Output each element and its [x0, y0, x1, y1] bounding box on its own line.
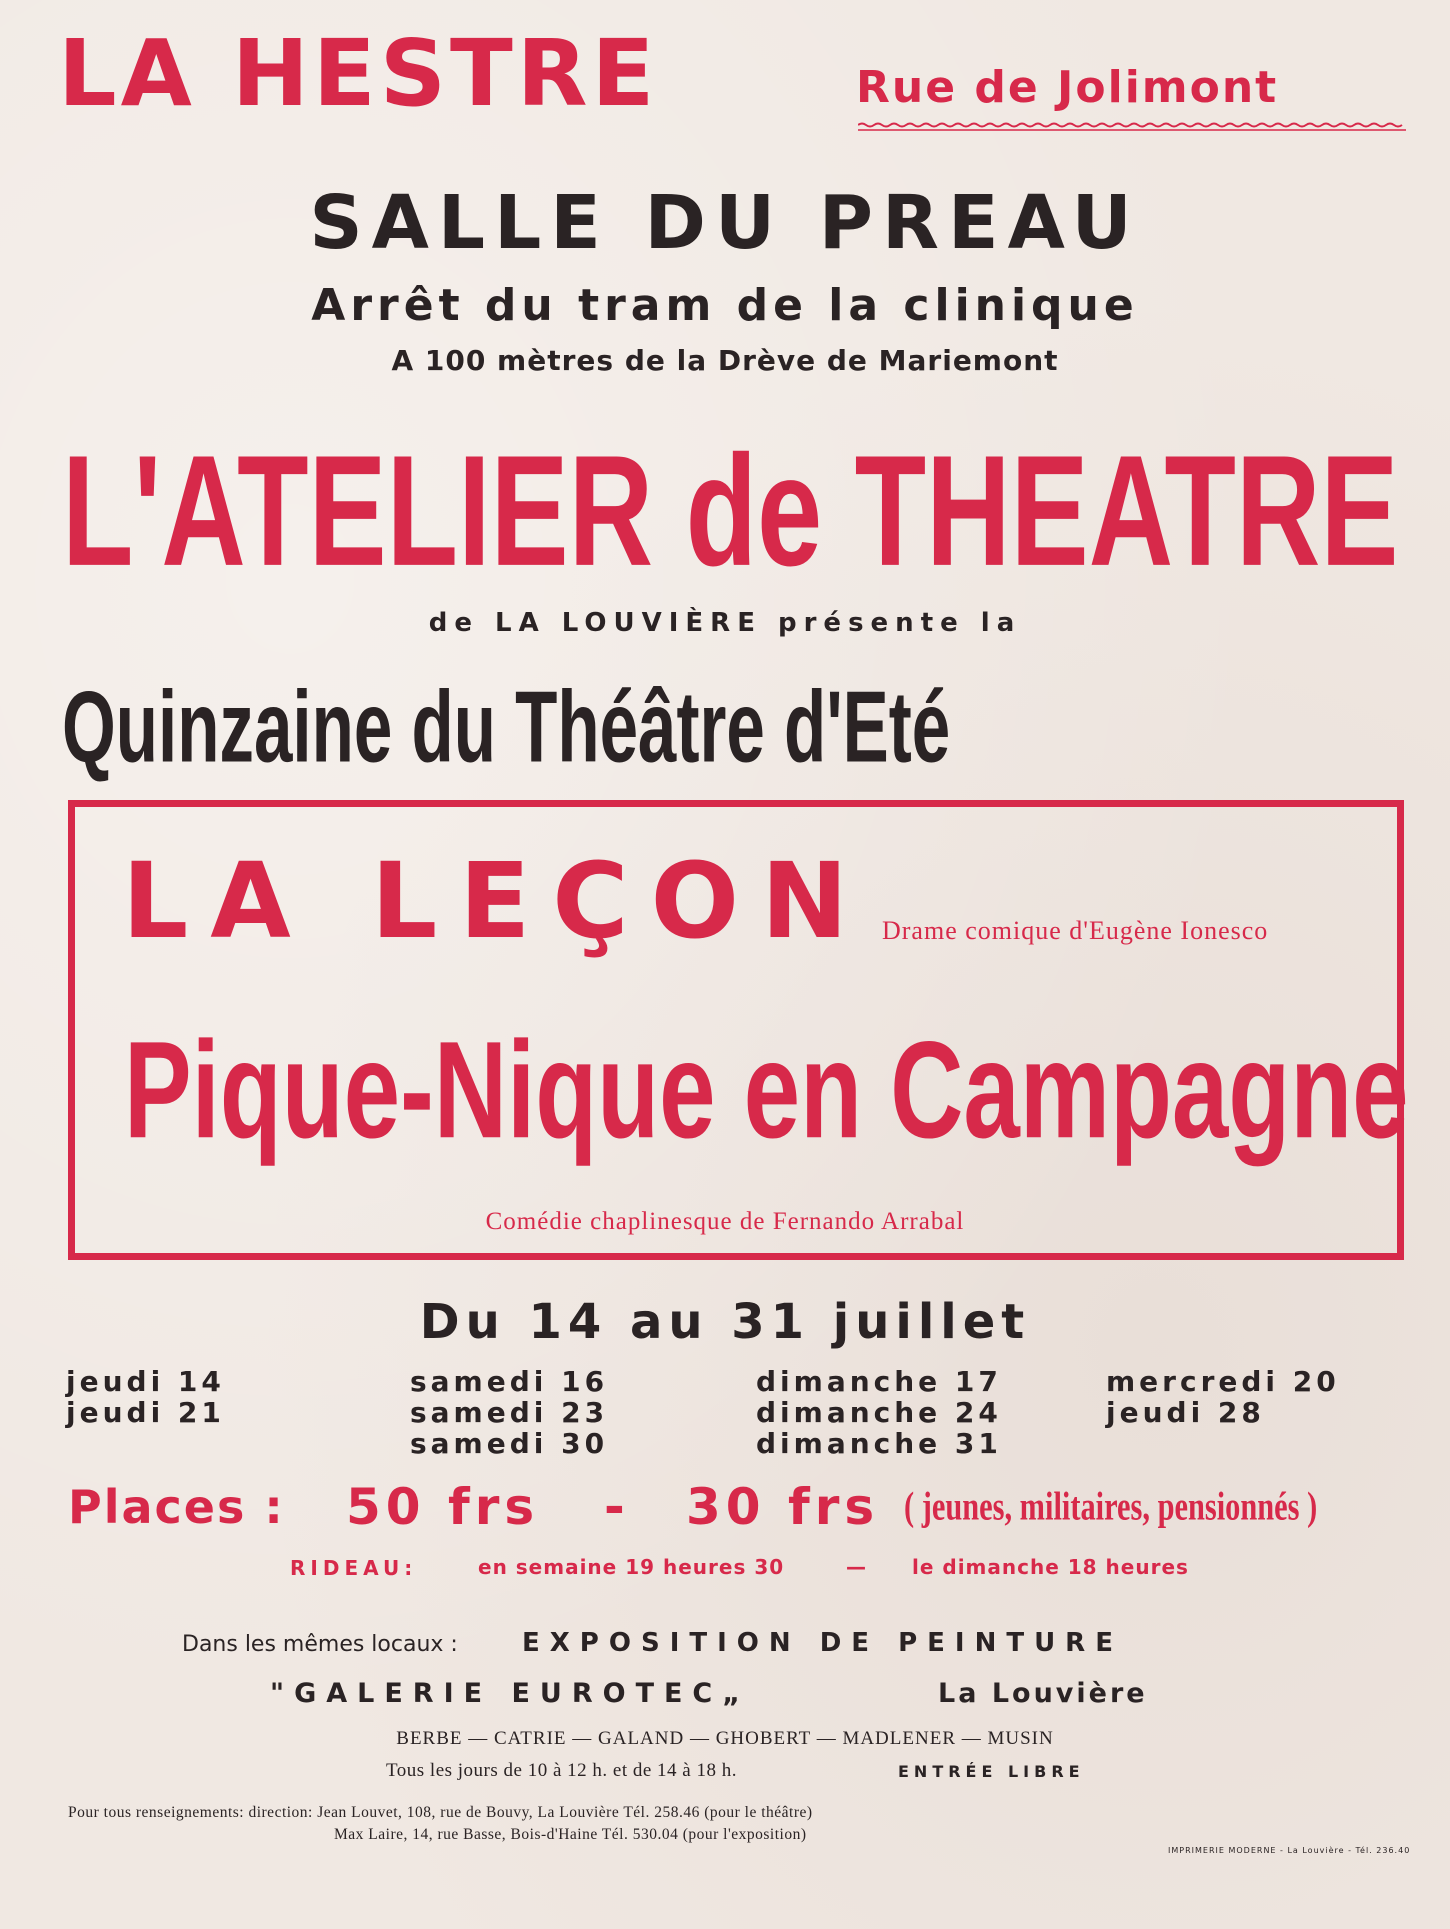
date-entry: mercredi 20	[1106, 1365, 1340, 1398]
date-entry: dimanche 31	[756, 1427, 1002, 1460]
date-entry: samedi 23	[410, 1396, 609, 1429]
date-entry: dimanche 17	[756, 1365, 1002, 1398]
dates-column-1	[66, 1366, 225, 1428]
tram-stop-line: Arrêt du tram de la clinique	[311, 280, 1139, 331]
festival-title-text: Quinzaine du Théâtre d'Eté	[62, 671, 951, 784]
street-wavy-underline	[858, 122, 1406, 132]
price-reduced-note-text: ( jeunes, militaires, pensionnés )	[904, 1485, 1318, 1530]
play1-title: LA LEÇON	[122, 840, 871, 962]
price-reduced: 30 frs	[686, 1478, 880, 1536]
curtain-label: RIDEAU:	[290, 1556, 418, 1580]
price-reduced-note	[904, 1484, 1421, 1528]
town-heading: LA HESTRE	[58, 20, 659, 127]
venue-title: SALLE DU PREAU	[309, 180, 1141, 266]
date-entry: jeudi 28	[1106, 1396, 1265, 1429]
troupe-name	[62, 420, 1450, 599]
price-separator: -	[604, 1478, 625, 1536]
play1-subtitle: Drame comique d'Eugène Ionesco	[882, 916, 1269, 945]
date-entry: jeudi 14	[66, 1365, 225, 1398]
exhibition-intro: Dans les mêmes locaux :	[182, 1632, 458, 1657]
artists-list: BERBE — CATRIE — GALAND — GHOBERT — MADLENER — MUSIN	[396, 1728, 1054, 1749]
date-entry: samedi 30	[410, 1427, 609, 1460]
printer-credit: IMPRIMERIE MODERNE - La Louvière - Tél. 236.40	[1168, 1846, 1411, 1855]
price-full: 50 frs	[346, 1478, 540, 1536]
exhibition-title: EXPOSITION DE PEINTURE	[522, 1628, 1123, 1658]
dates-column-2	[410, 1366, 608, 1459]
festival-title	[62, 670, 1296, 784]
troupe-name-text: L'ATELIER de THEATRE	[62, 422, 1399, 599]
curtain-separator: —	[846, 1555, 866, 1579]
dates-column-3	[756, 1366, 1002, 1459]
play2-title	[124, 1010, 1450, 1167]
contact-info-line-2: Max Laire, 14, rue Basse, Bois-d'Haine Tél. 530.04 (pour l'exposition)	[334, 1826, 807, 1843]
dates-title: Du 14 au 31 juillet	[419, 1294, 1031, 1350]
prices-label: Places :	[68, 1480, 285, 1534]
exhibition-hours: Tous les jours de 10 à 12 h. et de 14 à 18 h.	[386, 1760, 737, 1781]
dates-column-4	[1106, 1366, 1340, 1428]
curtain-sunday: le dimanche 18 heures	[912, 1555, 1189, 1579]
curtain-weekday: en semaine 19 heures 30	[478, 1555, 785, 1579]
date-entry: jeudi 21	[66, 1396, 225, 1429]
admission-free: ENTRÉE LIBRE	[898, 1762, 1085, 1781]
play2-title-text: Pique-Nique en Campagne	[124, 1012, 1409, 1167]
gallery-name: "GALERIE EUROTEC„	[270, 1678, 750, 1709]
play2-subtitle: Comédie chaplinesque de Fernando Arrabal	[485, 1208, 965, 1235]
street-heading: Rue de Jolimont	[856, 62, 1279, 113]
distance-line: A 100 mètres de la Drève de Mariemont	[391, 344, 1059, 377]
date-entry: dimanche 24	[756, 1396, 1002, 1429]
presents-line: de LA LOUVIÈRE présente la	[428, 608, 1022, 638]
date-entry: samedi 16	[410, 1365, 609, 1398]
gallery-city: La Louvière	[938, 1678, 1148, 1709]
contact-info-line-1: Pour tous renseignements: direction: Jean Louvet, 108, rue de Bouvy, La Louvière Tél. 258.46 (pour le théâtre)	[68, 1804, 813, 1821]
